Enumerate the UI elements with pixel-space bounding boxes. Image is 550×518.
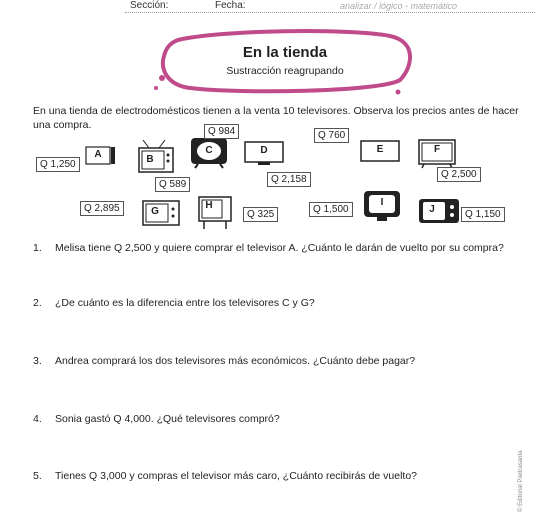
question-5 xyxy=(33,470,417,482)
price-tag-h: Q 325 xyxy=(243,207,278,222)
question-text: Andrea comprará los dos televisores más económicos. ¿Cuánto debe pagar? xyxy=(55,355,416,367)
question-number: 4. xyxy=(33,413,42,425)
tv-c xyxy=(190,137,228,169)
tv-g xyxy=(142,200,180,226)
tv-letter: C xyxy=(205,145,213,156)
page-subtitle: Sustracción reagrupando xyxy=(226,65,344,77)
tv-b xyxy=(137,140,177,176)
subject-label: analizar / lógico - matemático xyxy=(340,1,458,11)
question-number: 1. xyxy=(33,242,42,254)
question-text: Tienes Q 3,000 y compras el televisor más caro, ¿Cuánto recibirás de vuelto? xyxy=(55,470,418,482)
tv-letter: F xyxy=(433,144,441,155)
tv-e xyxy=(360,140,400,164)
price-tag-c: Q 984 xyxy=(204,124,239,139)
question-3 xyxy=(33,355,415,367)
tv-letter: I xyxy=(380,197,384,208)
question-number: 5. xyxy=(33,470,42,482)
tv-letter: J xyxy=(429,204,435,215)
price-tag-b: Q 589 xyxy=(155,177,190,192)
date-label: Fecha: xyxy=(215,0,246,11)
question-number: 3. xyxy=(33,355,42,367)
section-label: Sección: xyxy=(130,0,169,11)
question-text: Sonia gastó Q 4,000. ¿Qué televisores compró? xyxy=(55,413,280,425)
tv-letter: A xyxy=(94,149,102,160)
price-tag-d: Q 2,158 xyxy=(267,172,311,187)
tv-d xyxy=(244,141,284,167)
banner-cloud-shape xyxy=(150,28,420,98)
price-tag-e: Q 760 xyxy=(314,128,349,143)
price-tag-a: Q 1,250 xyxy=(36,157,80,172)
price-tag-g: Q 2,895 xyxy=(80,201,124,216)
tv-letter: G xyxy=(151,206,159,217)
tv-letter: D xyxy=(260,145,268,156)
question-number: 2. xyxy=(33,297,42,309)
question-text: ¿De cuánto es la diferencia entre los televisores C y G? xyxy=(55,297,315,309)
price-tag-i: Q 1,500 xyxy=(309,202,353,217)
tv-letter: B xyxy=(146,154,154,165)
title-banner xyxy=(150,28,420,98)
header-line xyxy=(125,12,535,13)
page-title: En la tienda xyxy=(242,44,328,61)
tv-j xyxy=(418,198,460,224)
tv-a xyxy=(85,145,117,167)
question-text: Melisa tiene Q 2,500 y quiere comprar el televisor A. ¿Cuánto le darán de vuelto por su compra? xyxy=(55,242,504,254)
intro-text: En una tienda de electrodomésticos tienen a la venta 10 televisores. Observa los precios antes de hacer una compra. xyxy=(33,105,519,131)
price-tag-f: Q 2,500 xyxy=(437,167,481,182)
question-2 xyxy=(33,297,315,309)
tv-h xyxy=(198,196,232,230)
tv-f xyxy=(418,139,456,169)
tv-i xyxy=(363,190,401,222)
tv-letter: H xyxy=(205,200,213,211)
question-4 xyxy=(33,413,280,425)
price-tag-j: Q 1,150 xyxy=(461,207,505,222)
tv-letter: E xyxy=(376,144,384,155)
question-1 xyxy=(33,242,504,254)
copyright-note: © Editorial Piedrasanta xyxy=(518,450,524,512)
